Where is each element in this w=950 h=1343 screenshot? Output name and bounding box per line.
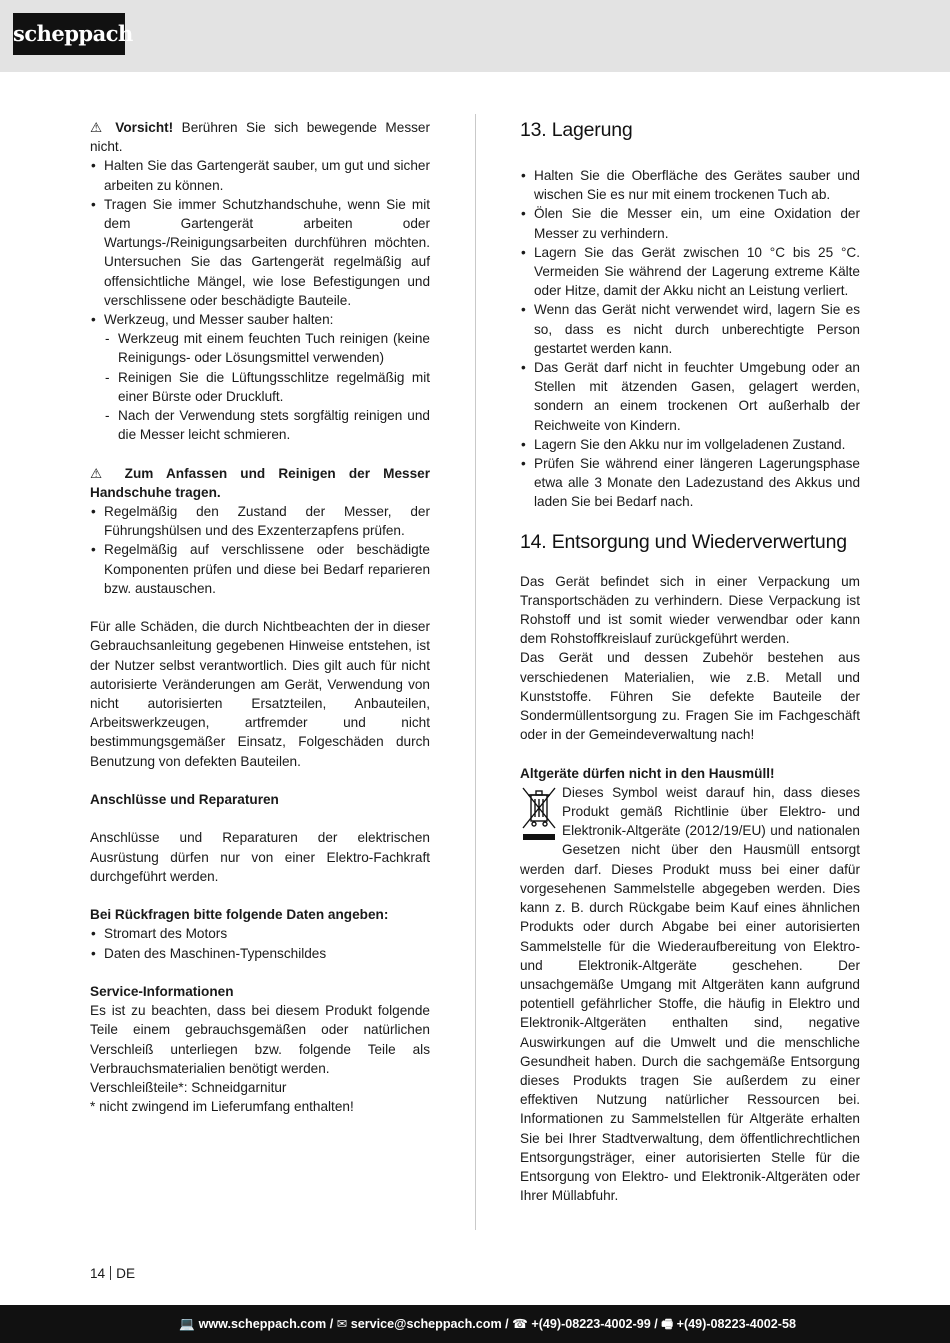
phone-icon: ☎: [512, 1317, 528, 1331]
warning-triangle-icon: ⚠: [90, 120, 107, 135]
warning-touch-blades: ⚠ Vorsicht! Berühren Sie sich bewegende Messer nicht.: [90, 120, 430, 155]
list-item: • Werkzeug, und Messer sauber halten:: [90, 310, 430, 329]
list-item: • Wenn das Gerät nicht verwendet wird, lagern Sie es so, dass es nicht durch unberechtigte Person gestartet werden kann.: [520, 300, 860, 358]
fax-icon: 🖷: [661, 1317, 674, 1331]
mail-icon: ✉: [336, 1317, 348, 1331]
list-item: • Prüfen Sie während einer längeren Lagerungsphase etwa alle 3 Monate den Ladezustand des Akkus und laden Sie bei Bedarf nach.: [520, 454, 860, 512]
list-item: • Stromart des Motors: [90, 924, 430, 943]
list-item: • Halten Sie das Gartengerät sauber, um gut und sicher arbeiten zu können.: [90, 156, 430, 194]
list-item: • Ölen Sie die Messer ein, um eine Oxidation der Messer zu verhindern.: [520, 204, 860, 242]
list-item: • Lagern Sie das Gerät zwischen 10 °C bis 25 °C. Vermeiden Sie während der Lagerung extreme Kälte oder Hitze, damit der Akku nicht an Leistung verliert.: [520, 243, 860, 301]
list-item: - Werkzeug mit einem feuchten Tuch reinigen (keine Reinigungs- oder Lösungsmittel verwenden): [90, 329, 430, 367]
list-item: • Lagern Sie den Akku nur im vollgeladenen Zustand.: [520, 435, 860, 454]
service-paragraph: Es ist zu beachten, dass bei diesem Produkt folgende Teile einem gebrauchsgemäßen oder natürlichen Verschleiß unterliegen bzw. folgende Teile als Verbrauchsmaterialien benötigt werden.: [90, 1003, 430, 1076]
right-column: [520, 118, 860, 1205]
warning-gloves: ⚠ Zum Anfassen und Reinigen der Messer Handschuhe tragen.: [90, 465, 430, 500]
fax-number: +(49)-08223-4002-58: [676, 1317, 796, 1331]
inquiry-list: [90, 924, 430, 962]
left-column: [90, 118, 430, 1116]
brand-logo: scheppach: [13, 13, 125, 55]
warning-triangle-icon: ⚠: [90, 465, 112, 481]
weee-heading: Altgeräte dürfen nicht in den Hausmüll!: [520, 765, 775, 781]
weee-paragraph: Dieses Symbol weist darauf hin, dass dieses Produkt gemäß Richtlinie über Elektro- und Elektronik-Altgeräte (2012/19/EU) und nationalen Gesetzen nicht über den Hausmüll entsorgt werden darf. Dieses Produkt muss bei einer dafür vorgesehenen Sammelstelle abgegeben werden. Dies kann z. B. durch Rückgabe beim Kauf eines ähnlichen Produkts oder durch Abgabe bei einer autorisierten Sammelstelle für die Wiederaufbereitung von Elektro- und Elektronik-Altgeräte geschehen. Der unsachgemäße Umgang mit Altgeräten kann aufgrund potentiell gefährlicher Stoffe, die häufig in Elektro und Elektronik-Altgeräten enthalten sind, negative Auswirkungen auf die Umwelt und die menschliche Gesundheit haben. Durch die sachgemäße Entsorgung dieses Produkts tragen Sie außerdem zu einer effektiven Nutzung natürlicher Ressourcen bei. Informationen zu Sammelstellen für Altgeräte erhalten Sie bei Ihrer Stadtverwaltung, dem öffentlichrechtlichen Entsorgungsträger, einer autorisierten Stelle für die Entsorgung von Elektro- und Elektronik-Altgeräten oder Ihrer Müllabfuhr.: [520, 784, 860, 1204]
maintenance-list: [90, 156, 430, 329]
storage-list: [520, 166, 860, 512]
disposal-packaging-paragraph: Das Gerät befindet sich in einer Verpackung um Transportschäden zu verhindern. Diese Verpackung ist Rohstoff und ist somit wieder verwendbar oder kann dem Rohstoffkreislauf zurückgeführt werden.: [520, 573, 860, 647]
list-item: - Nach der Verwendung stets sorgfältig reinigen und die Messer leicht schmieren.: [90, 406, 430, 444]
list-item: • Das Gerät darf nicht in feuchter Umgebung oder an Stellen mit ätzenden Gasen, gelagert werden, sondern an einem trockenen Ort außerhalb der Reichweite von Kindern.: [520, 358, 860, 435]
cleaning-sublist: [90, 329, 430, 444]
footer-contact-bar: [0, 1305, 950, 1343]
crossed-bin-icon: [520, 785, 558, 845]
list-item: • Regelmäßig den Zustand der Messer, der Führungshülsen und des Exzenterzapfens prüfen.: [90, 502, 430, 540]
computer-icon: 💻: [179, 1317, 196, 1331]
connections-heading: Anschlüsse und Reparaturen: [90, 792, 279, 808]
section-13-title: 13. Lagerung: [520, 119, 633, 141]
page-number: 14 DE: [90, 1266, 136, 1281]
list-item: • Daten des Maschinen-Typenschildes: [90, 944, 430, 963]
email-link[interactable]: service@scheppach.com /: [350, 1317, 509, 1331]
phone-number: +(49)-08223-4002-99 /: [531, 1317, 658, 1331]
list-item: - Reinigen Sie die Lüftungsschlitze regelmäßig mit einer Bürste oder Druckluft.: [90, 368, 430, 406]
disposal-materials-paragraph: Das Gerät und dessen Zubehör bestehen aus verschiedenen Materialien, wie z.B. Metall und Kunststoffe. Führen Sie defekte Bauteile der Sondermüllentsorgung zu. Fragen Sie im Fachgeschäft oder in der Gemeindeverwaltung nach!: [520, 650, 860, 743]
liability-paragraph: Für alle Schäden, die durch Nichtbeachten der in dieser Gebrauchsanleitung gegebenen Hinweise entstehen, ist der Nutzer selbst verantwortlich. Dies gilt auch für nicht autorisierte Veränderungen am Gerät, Verwendung von nicht autorisierten Ersatzteilen, Anbauteilen, Arbeitswerkzeugen, artfremder und nicht bestimmungsgemäßer Einsatz, Folgeschäden durch Benutzung von defekten Bauteilen.: [90, 619, 430, 769]
inquiry-heading: Bei Rückfragen bitte folgende Daten angeben:: [90, 907, 389, 923]
wear-note: * nicht zwingend im Lieferumfang enthalten!: [90, 1099, 354, 1115]
column-divider: [475, 114, 476, 1230]
list-item: • Halten Sie die Oberfläche des Gerätes sauber und wischen Sie es nur mit einem trockenen Tuch ab.: [520, 166, 860, 204]
connections-paragraph: Anschlüsse und Reparaturen der elektrischen Ausrüstung dürfen nur von einer Elektro-Fachkraft durchgeführt werden.: [90, 830, 430, 884]
section-14-title: 14. Entsorgung und Wiederverwertung: [520, 530, 847, 553]
inspection-list: [90, 502, 430, 598]
list-item: • Tragen Sie immer Schutzhandschuhe, wenn Sie mit dem Gartengerät arbeiten oder Wartungs-/Reinigungsarbeiten durchführen möchten. Untersuchen Sie das Gartengerät regelmäßig auf offensichtliche Mängel, wie lose Befestigungen und verschlissene oder beschädigte Bauteile.: [90, 195, 430, 310]
list-item: • Regelmäßig auf verschlissene oder beschädigte Komponenten prüfen und diese bei Bedarf reparieren bzw. austauschen.: [90, 540, 430, 598]
wear-parts: Verschleißteile*: Schneidgarnitur: [90, 1080, 287, 1096]
website-link[interactable]: www.scheppach.com /: [198, 1317, 334, 1331]
service-heading: Service-Informationen: [90, 984, 234, 1000]
weee-block: [520, 783, 860, 1205]
header-band: [0, 0, 950, 72]
